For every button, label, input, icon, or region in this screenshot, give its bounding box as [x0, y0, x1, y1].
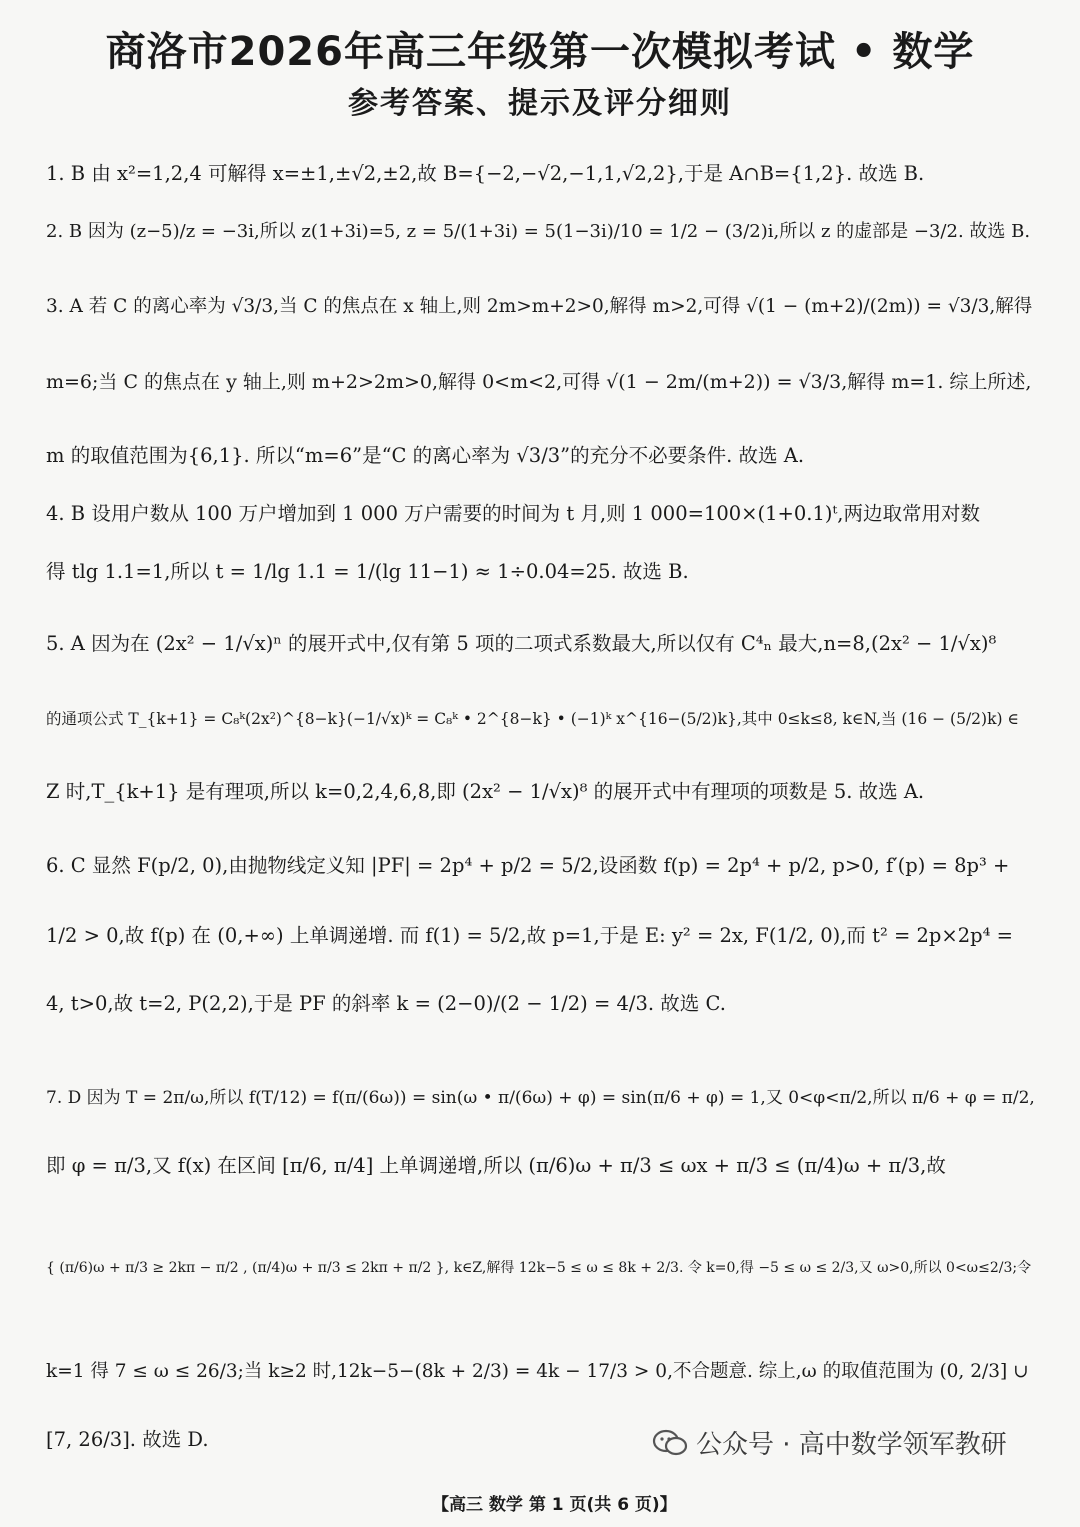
answer-line-11: 6. C 显然 F(p/2, 0),由抛物线定义知 |PF| = 2p⁴ + p/2 = 5/2,设函数 f(p) = 2p⁴ + p/2, p>0, f′(p) = 8p³ +	[46, 854, 1010, 877]
answer-line-2: 2. B 因为 (z−5)/z = −3i,所以 z(1+3i)=5, z = 5/(1+3i) = 5(1−3i)/10 = 1/2 − (3/2)i,所以 z 的虚部是 −3/2. 故选 B.	[46, 221, 1031, 242]
answer-line-13: 4, t>0,故 t=2, P(2,2),于是 PF 的斜率 k = (2−0)/(2 − 1/2) = 4/3. 故选 C.	[46, 992, 726, 1015]
answer-line-9: 的通项公式 T_{k+1} = C₈ᵏ(2x²)^{8−k}(−1/√x)ᵏ = C₈ᵏ • 2^{8−k} • (−1)ᵏ x^{16−(5/2)k},其中 0≤k≤8, k∈N,当 (16 − (5/2)k) ∈	[46, 710, 1019, 728]
answer-line-5: m 的取值范围为{6,1}. 所以“m=6”是“C 的离心率为 √3/3”的充分不必要条件. 故选 A.	[46, 444, 805, 467]
watermark	[652, 1424, 1007, 1461]
answer-line-1: 1. B 由 x²=1,2,4 可解得 x=±1,±√2,±2,故 B={−2,−√2,−1,1,√2,2},于是 A∩B={1,2}. 故选 B.	[46, 162, 925, 185]
page-subtitle: 参考答案、提示及评分细则	[348, 86, 732, 121]
answer-line-8: 5. A 因为在 (2x² − 1/√x)ⁿ 的展开式中,仅有第 5 项的二项式系数最大,所以仅有 C⁴ₙ 最大,n=8,(2x² − 1/√x)⁸	[46, 632, 997, 655]
answer-line-12: 1/2 > 0,故 f(p) 在 (0,+∞) 上单调递增. 而 f(1) = 5/2,故 p=1,于是 E: y² = 2x, F(1/2, 0),而 t² = 2p×2p⁴ =	[46, 924, 1013, 947]
answer-line-6: 4. B 设用户数从 100 万户增加到 1 000 万户需要的时间为 t 月,则 1 000=100×(1+0.1)ᵗ,两边取常用对数	[46, 502, 981, 525]
watermark-text: 公众号 · 高中数学领军教研	[696, 1430, 1007, 1460]
answer-line-7: 得 tlg 1.1=1,所以 t = 1/lg 1.1 = 1/(lg 11−1) ≈ 1÷0.04=25. 故选 B.	[46, 560, 689, 583]
page-title: 商洛市2026年高三年级第一次模拟考试 • 数学	[105, 29, 975, 75]
answer-line-14: 7. D 因为 T = 2π/ω,所以 f(T/12) = f(π/(6ω)) = sin(ω • π/(6ω) + φ) = sin(π/6 + φ) = 1,又 0<φ<π/2,所以 π/6 + φ = π/2,	[46, 1088, 1035, 1108]
answer-line-15: 即 φ = π/3,又 f(x) 在区间 [π/6, π/4] 上单调递增,所以 (π/6)ω + π/3 ≤ ωx + π/3 ≤ (π/4)ω + π/3,故	[46, 1154, 946, 1177]
answer-line-10: Z 时,T_{k+1} 是有理项,所以 k=0,2,4,6,8,即 (2x² − 1/√x)⁸ 的展开式中有理项的项数是 5. 故选 A.	[46, 780, 925, 803]
page-footer: 【高三 数学 第 1 页(共 6 页)】	[432, 1495, 677, 1515]
answer-line-17: k=1 得 7 ≤ ω ≤ 26/3;当 k≥2 时,12k−5−(8k + 2/3) = 4k − 17/3 > 0,不合题意. 综上,ω 的取值范围为 (0, 2/3] ∪	[46, 1361, 1029, 1382]
answer-line-3: 3. A 若 C 的离心率为 √3/3,当 C 的焦点在 x 轴上,则 2m>m+2>0,解得 m>2,可得 √(1 − (m+2)/(2m)) = √3/3,解得	[46, 296, 1033, 317]
answer-line-18: [7, 26/3]. 故选 D.	[46, 1428, 209, 1451]
wechat-icon	[652, 1428, 688, 1458]
answer-line-16: { (π/6)ω + π/3 ≥ 2kπ − π/2 , (π/4)ω + π/3 ≤ 2kπ + π/2 }, k∈Z,解得 12k−5 ≤ ω ≤ 8k + 2/3. 令 k=0,得 −5 ≤ ω ≤ 2/3,又 ω>0,所以 0<ω≤2/3;令	[46, 1260, 1032, 1276]
answer-line-4: m=6;当 C 的焦点在 y 轴上,则 m+2>2m>0,解得 0<m<2,可得 √(1 − 2m/(m+2)) = √3/3,解得 m=1. 综上所述,	[46, 371, 1032, 393]
